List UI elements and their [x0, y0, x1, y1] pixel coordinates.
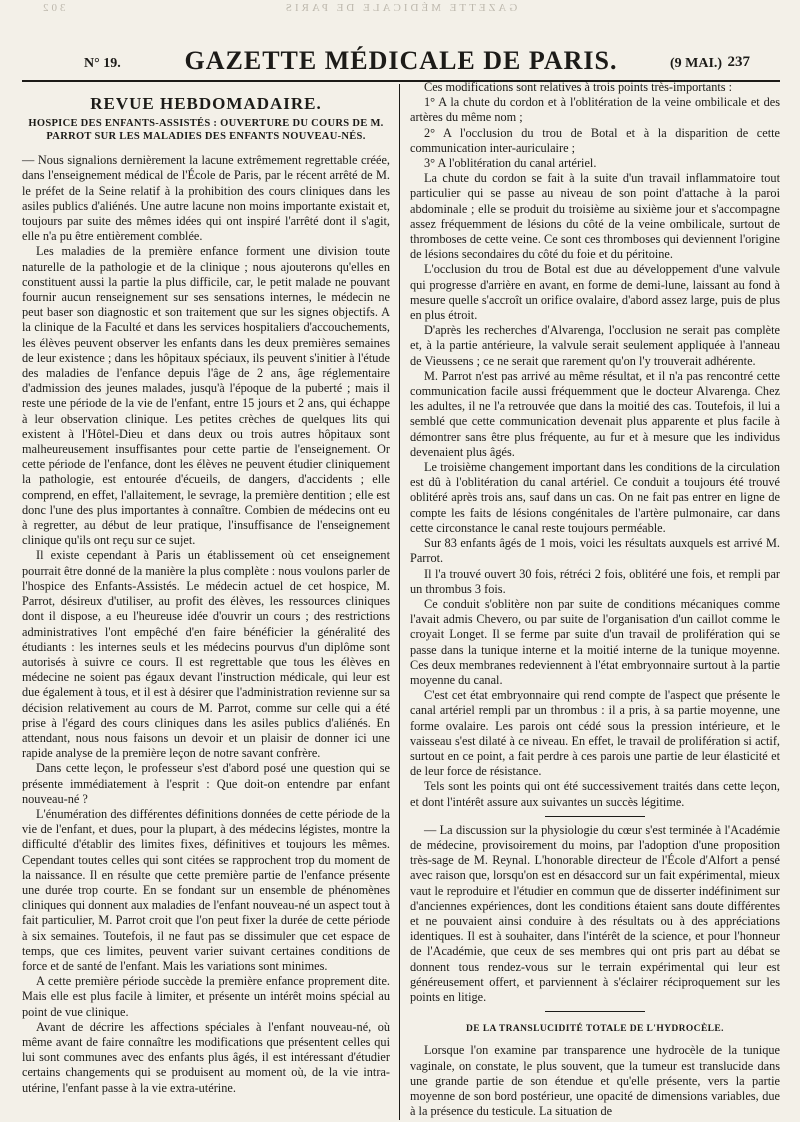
bleed-through-title: GAZETTE MÉDICALE DE PARIS: [282, 2, 518, 14]
paragraph: — Nous signalions dernièrement la lacune extrêmement regrettable créée, dans l'enseignement médical de l'École de Paris, par le récent arrêté de M. le préfet de la Seine relatif à la prohibition des cours cliniques dans les asiles publics d'aliénés. Une autre lacune non moins importante existait et, toujours par suite des mêmes idées qui ont inspiré l'arrêté dont il s'agit, elle n'a pu être entièrement comblée.: [22, 153, 390, 244]
paragraph: Il existe cependant à Paris un établissement où cet enseignement pourrait être donné de la manière la plus complète : nous voulons parler de l'hospice des Enfants-Assistés. Le médecin actuel de cet hospice, M. Parrot, désireux d'utiliser, au profit des élèves, les ressources cliniques dont il dispose, a eu l'heureuse idée d'ouvrir un cours ; des restrictions administratives l'ont empêché d'en faire bénéficier la généralité des étudiants : les internes seuls et les médecins pourvus d'un diplôme sont autorisés à suivre ce cours. Il est regrettable que tous les élèves en médecine ne soient pas égaux devant l'instruction médicale, qui leur est due également à tous, et il est à désirer que l'administration revienne sur sa décision relativement au cours de M. Parrot, comme sur celle qui a été prise à l'égard des cours cliniques dans les asiles publics d'aliénés. En attendant, nous nous faisons un devoir et un plaisir de donner ici une rapide analyse de la première leçon de notre savant confrère.: [22, 548, 390, 761]
paragraph: Avant de décrire les affections spéciales à l'enfant nouveau-né, où même avant de faire connaître les modifications que présentent celles qui lui sont communes avec des enfants plus âgés, il est intéressant d'étudier certains changements qui se produisent au moment où, de la vie intra-utérine, l'enfant passe à la vie extra-utérine.: [22, 1019, 390, 1095]
paragraph: La chute du cordon se fait à la suite d'un travail inflammatoire tout particulier qui se passe au niveau de son point d'attache à la paroi abdominale ; elle se produit du troisième au sixième jour et s'accompagne assez fréquemment de lésions du côté de la veine ombilicale, surtout de thromboses de cette veine. Ce sont ces thromboses qui deviennent l'origine de lésions secondaires du côté du foie et du péritoine.: [410, 171, 780, 262]
right-column: [410, 80, 780, 1119]
page-number: 237: [727, 54, 750, 70]
paragraph: L'énumération des différentes définitions données de cette période de la vie de l'enfant, et dues, pour la plupart, à des médecins légistes, montre la difficulté d'établir des limites fixes, définitives et toujours les mêmes. Cependant toutes celles qui sont citées se rapprochent trop du moment de la naissance. Il en résulte que cette première partie de l'enfance présente une durée trop courte. En se fondant sur un ensemble de phénomènes cliniques qui donnent aux maladies de l'enfant nouveau-né un aspect tout à fait particulier, M. Parrot croit que l'on peut fixer la durée de cette période à six semaines. Toutefois, il ne faut pas se dissimuler que cet espace de temps, que ces limites, peuvent varier suivant certaines conditions de force et de santé de l'enfant. Mais les variations sont minimes.: [22, 806, 390, 973]
paragraph: Le troisième changement important dans les conditions de la circulation est dû à l'oblitération du canal artériel. Ce conduit a toujours été trouvé oblitéré après trois ans, sauf dans un cas. On ne fait pas entrer en ligne de compte les faits de lésions congénitales de l'artère pulmonaire, car dans cette circonstance le canal reste toujours perméable.: [410, 460, 780, 535]
section-title: REVUE HEBDOMADAIRE.: [90, 94, 322, 113]
masthead: [22, 44, 780, 78]
paragraph: Les maladies de la première enfance forment une division toute naturelle de la pathologie et de la clinique ; nous ajouterons qu'elles en constituent aussi la partie la plus difficile, car, le petit malade ne pouvant fournir aucun renseignement sur ses sensations internes, le médecin ne peut baser son diagnostic et son traitement que sur les signes objectifs. A la clinique de la Faculté et dans les services hospitaliers d'accouchements, les élèves peuvent observer les enfants dans les deux premières semaines de leur existence ; dans les hôpitaux spéciaux, ils peuvent s'initier à l'étude des maladies de l'enfance depuis l'âge de 2 ans, âge réglementaire d'admission des jeunes malades, jusqu'à l'époque de la puberté ; mais il reste une période de la vie de l'enfant, entre 15 jours et 2 ans, qui échappe à leur observation clinique. Les petites crèches de quelques lits qui existent à l'Hôtel-Dieu et dans deux ou trois autres hôpitaux sont malheureusement insuffisantes pour cette partie de l'enseignement. Or cette période de l'enfance, dont les élèves ne peuvent étudier cliniquement la pathologie, est entourée d'écueils, de dangers, d'accidents ; elle comprend, en effet, l'allaitement, le sevrage, la première dentition ; elle est donc l'une des plus importantes à connaître. Combien de médecins ont eu à regretter, au début de leur pratique, l'insuffisance de l'enseignement clinique qu'ils ont reçu sur ce sujet.: [22, 244, 390, 548]
issue-number: N° 19.: [84, 56, 121, 71]
paragraph: C'est cet état embryonnaire qui rend compte de l'aspect que présente le canal artériel rempli par un thrombus : il a pris, à sa partie moyenne, une forme ovalaire. Les parois ont cédé sous la pression intérieure, et le vaisseau s'est dilaté à ce niveau. En effet, le travail de prolifération si actif, surtout en ce point, a fait perdre à ces parois une partie de leur élasticité et de leur force de résistance.: [410, 688, 780, 779]
list-item: 2° A l'occlusion du trou de Botal et à la disparition de cette communication inter-auriculaire ;: [410, 125, 780, 155]
article-heading: DE LA TRANSLUCIDITÉ TOTALE DE L'HYDROCÈLE.: [466, 1024, 724, 1035]
paragraph: Ces modifications sont relatives à trois points très-importants :: [424, 80, 733, 94]
list-item: 3° A l'oblitération du canal artériel.: [424, 156, 597, 171]
article-subheading: HOSPICE DES ENFANTS-ASSISTÉS : OUVERTURE DU COURS DE M. PARROT SUR LES MALADIES DES ENFANTS NOUVEAU-NÉS.: [28, 118, 384, 143]
paragraph: M. Parrot n'est pas arrivé au même résultat, et il n'a pas rencontré cette communication facile aussi fréquemment que le docteur Alvarenga. Chez les adultes, il ne l'a retrouvée que dans la moitié des cas. Toutefois, il lui a semblé que cette communication devenait plus apparente et plus facile à démontrer sans être plus fréquente, au fur et à mesure que les individus devenaient plus âgés.: [410, 368, 780, 459]
paragraph: Lorsque l'on examine par transparence une hydrocèle de la tunique vaginale, on constate, le plus souvent, que la tumeur est translucide dans une grande partie de son étendue et qu'elle présente, vers la partie moyenne de son bord postérieur, une opacité de dimensions variables, due à la présence du testicule. La situation de: [410, 1043, 780, 1119]
paragraph: Tels sont les points qui ont été successivement traités dans cette leçon, et dont l'intérêt assure aux suivantes un succès légitime.: [410, 779, 780, 809]
journal-title: GAZETTE MÉDICALE DE PARIS.: [184, 46, 618, 75]
paragraph: A cette première période succède la première enfance proprement dite. Mais elle est plus facile à limiter, et présente un intérêt moins spécial au point de vue clinique.: [22, 974, 390, 1019]
bleed-through-header: [0, 0, 800, 16]
paragraph: D'après les recherches d'Alvarenga, l'occlusion ne serait pas complète et, à la partie antérieure, la valvule serait seulement appliquée à l'anneau de Vieussens ; ce ne serait que rarement qu'on l'y trouverait adhérente.: [410, 323, 780, 368]
paragraph: Ce conduit s'oblitère non par suite de conditions mécaniques comme l'avait admis Chevero, ou par suite de l'organisation d'un caillot comme le croyait Longet. Il se ferme par suite d'un travail de prolifération qui se passe dans la tunique interne et la moitié interne de la tunique moyenne. Ces deux membranes redeviennent à l'état embryonnaire surtout à la partie moyenne du canal.: [410, 596, 780, 687]
paragraph: L'occlusion du trou de Botal est due au développement d'une valvule qui progresse d'arrière en avant, en forme de demi-lune, laissant au fond à mesure quelle s'accroît un orifice ovalaire, d'abord assez large, puis de plus en plus étroit.: [410, 262, 780, 323]
paragraph: Il l'a trouvé ouvert 30 fois, rétréci 2 fois, oblitéré une fois, et rempli par un thrombus 3 fois.: [410, 566, 780, 596]
bleed-through-page: 302: [40, 2, 66, 14]
left-column: [22, 90, 390, 1096]
column-divider: [399, 84, 400, 1120]
issue-date: (9 MAI.): [670, 56, 723, 71]
paragraph: Sur 83 enfants âgés de 1 mois, voici les résultats auxquels est arrivé M. Parrot.: [410, 536, 780, 566]
separator-rule: [545, 1011, 645, 1012]
separator-rule: [545, 816, 645, 817]
paragraph: — La discussion sur la physiologie du cœur s'est terminée à l'Académie de médecine, provisoirement du moins, par l'adoption d'une proposition très-sage de M. Reynal. L'honorable directeur de l'École d'Alfort a pensé avec raison que, lorsqu'on est en désaccord sur un fait expérimental, mieux vaut le reproduire et l'étudier en commun que de disserter indéfiniment sur d'anciennes expériences, dont les conditions étaient sans doute différentes et ne pouvaient ainsi conduire à des résultats ou à des appréciations identiques. Il est à souhaiter, dans l'intérêt de la science, et pour l'honneur de l'Académie, que ceux de ses membres qui ont pris part au débat se donnent tous rendez-vous sur le terrain expérimental qui leur est généreusement offert, et parviennent à s'éclairer réciproquement sur les points en litige.: [410, 822, 780, 1004]
list-item: 1° A la chute du cordon et à l'oblitération de la veine ombilicale et des artères du même nom ;: [410, 95, 780, 125]
paragraph: Dans cette leçon, le professeur s'est d'abord posé une question qui se présente immédiatement à l'esprit : Que doit-on entendre par enfant nouveau-né ?: [22, 761, 390, 806]
